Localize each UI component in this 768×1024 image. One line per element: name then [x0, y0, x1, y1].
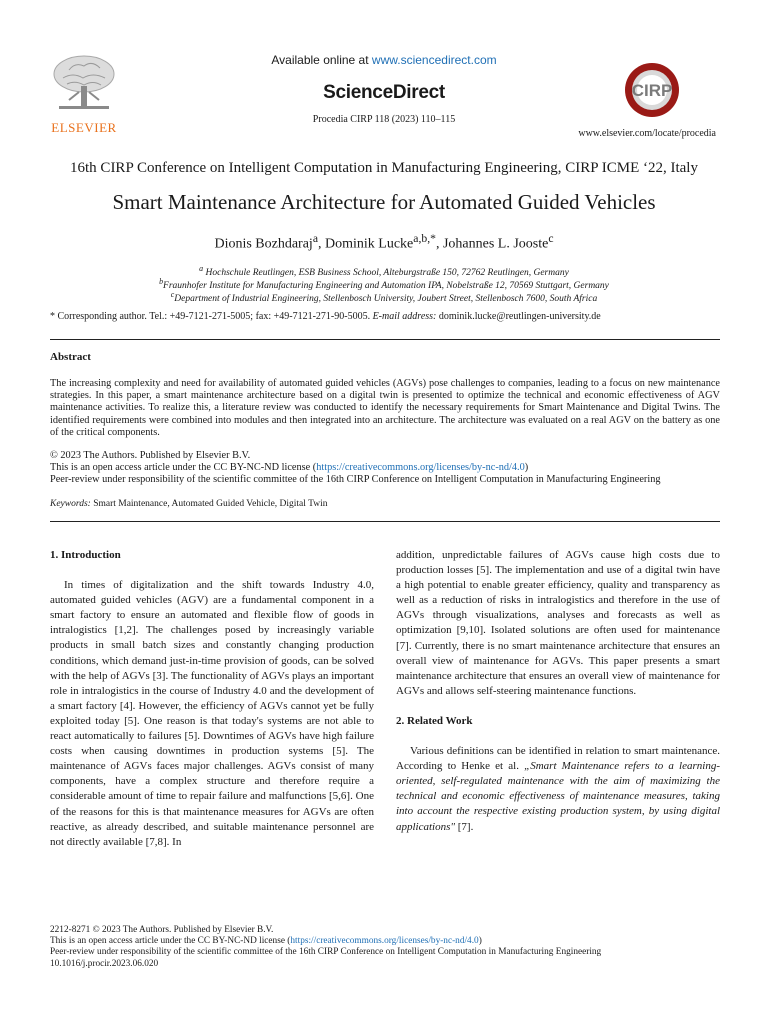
footer-doi[interactable]: 10.1016/j.procir.2023.06.020: [50, 958, 159, 969]
footer-issn: 2212-8271 © 2023 The Authors. Published by Elsevier B.V.: [50, 925, 274, 935]
cirp-logo-icon: [610, 60, 694, 120]
license-line: [50, 462, 528, 474]
introduction-paragraph: In times of digitalization and the shift towards Industry 4.0, automated guided vehicles (AGV) are a fundamental component in a smart factory to ensure an automated and flexible flow of goods in intralogistics [1,2]. The challenges posed by increasingly variable products in small batch sizes and constantly changing production conditions, which demand just-in-time provision of goods, can be solved with the help of AGVs [3]. The functionality of AGVs plays an important role in intralogistics in the course of Industry 4.0 and the development of a smart factory [4]. However, the efficiency of AGVs cannot yet be fully exploited today [5]. One reason is that today's systems are not able to react automatically to failures [5]. Downtimes of AGVs have high failure costs when causing downtimes in production systems [5]. The maintenance of AGVs faces major challenges. AGVs consist of many components, have a complex structure and therefore require a considerable amount of time to repair failure and malfunctions [5,6]. One of the reasons for this is that maintenance measures for AGVs are often reactive, as already described, and suitable maintenance personnel are not directly available [7,8]. In: [50, 579, 374, 848]
section-heading-related-work: 2. Related Work: [396, 714, 473, 727]
related-work-paragraph: [396, 744, 720, 835]
author-affiliation-mark: c: [548, 232, 554, 245]
sciencedirect-brand: ScienceDirect: [323, 82, 445, 103]
keywords-label: Keywords:: [50, 499, 91, 509]
footer-license: [50, 936, 601, 947]
author-name: Dionis Bozhdaraj: [214, 236, 313, 252]
email-label: E-mail address:: [372, 311, 437, 322]
sciencedirect-link[interactable]: www.sciencedirect.com: [371, 53, 497, 67]
affiliation-text: Department of Industrial Engineering, Stellenbosch University, Joubert Street, Stellenbosch 7600, South Africa: [174, 294, 598, 305]
author-list: [0, 232, 768, 253]
footer-peer-review: Peer-review under responsibility of the scientific committee of the 16th CIRP Conference on Intelligent Computation in Manufacturing Engineering: [50, 947, 602, 958]
footer-license-suffix: ): [478, 936, 482, 947]
affiliation-c: [0, 290, 768, 304]
available-prefix: Available online at: [271, 53, 372, 67]
author-affiliation-mark: a: [312, 232, 319, 245]
keywords-text: Smart Maintenance, Automated Guided Vehicle, Digital Twin: [90, 499, 328, 509]
footer-license-prefix: This is an open access article under the CC BY-NC-ND license (: [50, 936, 291, 947]
right-column: [396, 548, 720, 835]
paper-title: Smart Maintenance Architecture for Automated Guided Vehicles: [112, 190, 656, 214]
abstract-body: The increasing complexity and need for availability of automated guided vehicles (AGVs) pose challenges to companies, leading to a focus on new maintenance strategies. In this paper, a smart maintenance architecture based on a digital twin is presented to optimize the technical and economic effectiveness of AGV maintenance activities. To realize this, a literature review was conducted to identify the necessary requirements for Smart Maintenance and Digital Twins. The identified requirements were combined into modules and then integrated into an architecture. The architecture was evaluated on a real AGV on the battery as one of the critical components.: [50, 378, 720, 438]
journal-url[interactable]: www.elsevier.com/locate/procedia: [578, 128, 716, 139]
license-link[interactable]: https://creativecommons.org/licenses/by-nc-nd/4.0: [316, 462, 525, 473]
keywords: [50, 499, 328, 509]
definition-quote: „Smart Maintenance refers to a learning-oriented, self-regulated maintenance with the aim of maximizing the technical and economic effectiveness of maintenance measures, taking into account the respective existing production system, by using digital applications": [396, 760, 720, 833]
abstract-heading: Abstract: [50, 351, 91, 363]
affiliation-mark: c: [170, 290, 175, 299]
left-column: [50, 548, 374, 850]
affiliation-mark: a: [199, 264, 204, 273]
affiliation-mark: b: [159, 277, 164, 286]
footer-license-link[interactable]: https://creativecommons.org/licenses/by-nc-nd/4.0: [290, 936, 479, 947]
divider: [50, 339, 720, 340]
author-name: Johannes L. Jooste: [442, 236, 549, 252]
cirp-logo-text: CIRP: [631, 81, 673, 100]
license-suffix: ): [524, 462, 529, 473]
page-footer: [50, 925, 601, 970]
introduction-continuation: addition, unpredictable failures of AGVs cause high costs due to production losses [5]. The implementation and use of a digital twin have a high potential to enable greater efficiency, quality and transparency as well as a reduction of risks in intralogistics and therefore in the use of AGVs through visualizations, analyses and forecasts as well as optimization [9,10]. Isolated solutions are often used for maintenance [7]. Currently, there is no smart maintenance architecture that ensures an overall view of maintenance for AGVs. This paper presents a smart maintenance architecture that ensures an overall view of maintenance for AGVs and allows self-steering maintenance functions.: [396, 549, 720, 697]
related-citation: [7].: [455, 820, 474, 833]
section-heading-introduction: 1. Introduction: [50, 549, 121, 561]
peer-review-line: Peer-review under responsibility of the scientific committee of the 16th CIRP Conference on Intelligent Computation in Manufacturing Engineering: [50, 474, 661, 485]
journal-reference: Procedia CIRP 118 (2023) 110–115: [312, 114, 456, 125]
conference-line: 16th CIRP Conference on Intelligent Computation in Manufacturing Engineering, CIRP ICME ‘22, Italy: [70, 160, 698, 176]
affiliation-text: Hochschule Reutlingen, ESB Business School, Alteburgstraße 150, 72762 Reutlingen, Germany: [203, 268, 569, 279]
copyright-line: © 2023 The Authors. Published by Elsevier B.V.: [50, 450, 251, 461]
affiliation-text: Fraunhofer Institute for Manufacturing Engineering and Automation IPA, Nobelstraße 12, 70569 Stuttgart, Germany: [163, 281, 609, 292]
email-address[interactable]: dominik.lucke@reutlingen-university.de: [436, 311, 601, 322]
corresponding-author: [50, 311, 601, 322]
related-lead: Various definitions can be identified in relation to smart maintenance. According to Henke et al.: [396, 745, 720, 773]
author-separator: ,: [435, 236, 443, 252]
elsevier-wordmark: ELSEVIER: [51, 120, 117, 135]
corresponding-text: * Corresponding author. Tel.: +49-7121-271-5005; fax: +49-7121-271-90-5005.: [50, 311, 373, 322]
author-name: Dominik Lucke: [325, 236, 414, 252]
divider: [50, 521, 720, 522]
author-separator: ,: [318, 236, 326, 252]
license-prefix: This is an open access article under the CC BY-NC-ND license (: [50, 462, 317, 473]
author-affiliation-mark: a,b,*: [413, 232, 436, 245]
